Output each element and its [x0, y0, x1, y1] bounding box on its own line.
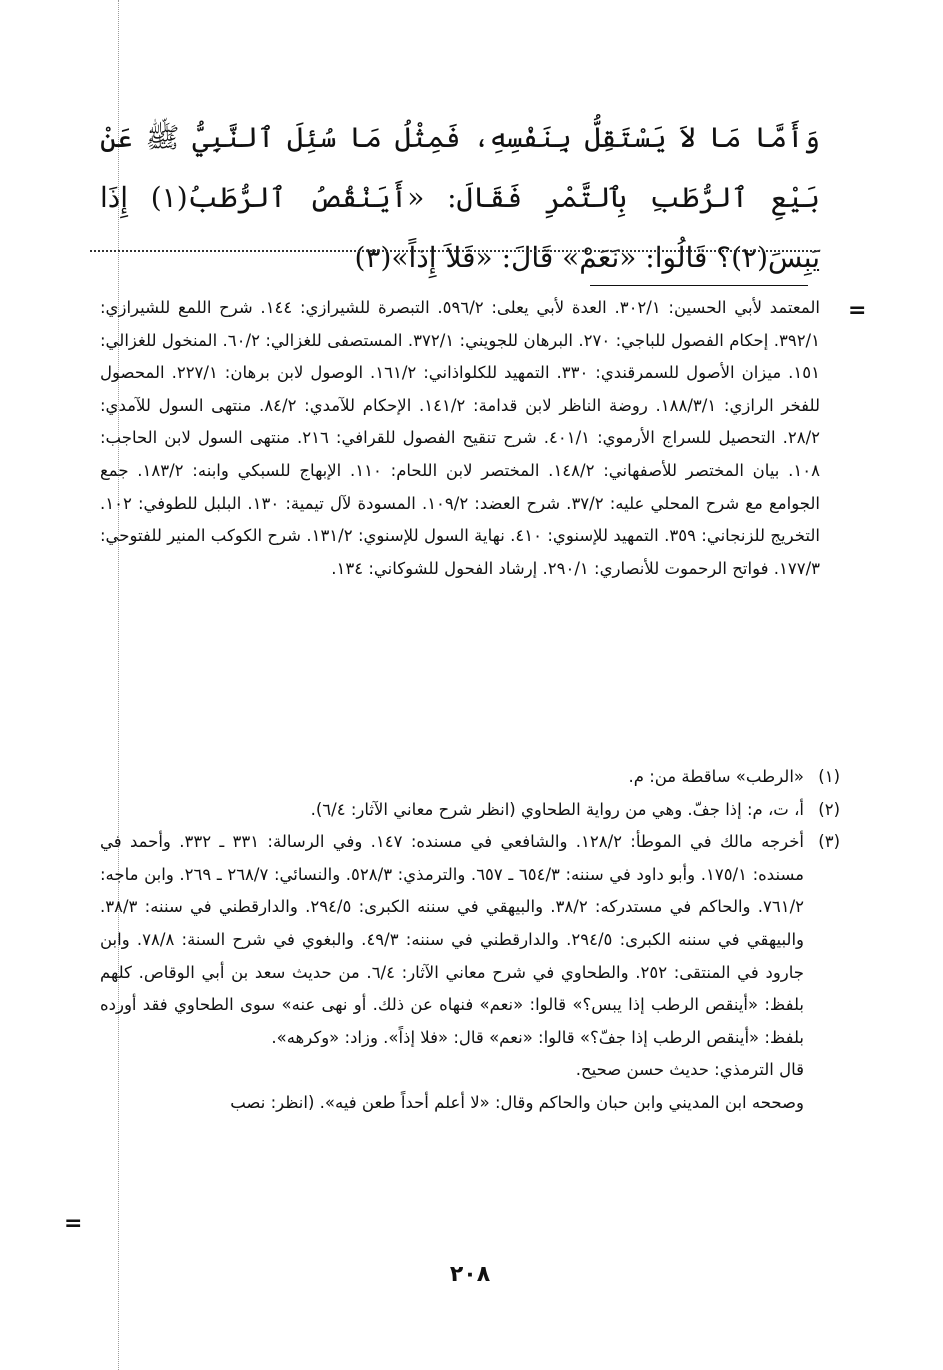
continuation-mark-top: = [848, 298, 867, 323]
footnote-3 [100, 826, 840, 1054]
footnote-1 [100, 761, 840, 794]
main-text: وَأَمَّا مَا لاَ يَسْتَقِلُّ بِنَفْسِهِ، فَمِثْلُ مَا سُئِلَ ٱلنَّبِيُّ ﷺ عَنْ بَيْعِ ٱلرُّطَبِ بِٱلتَّمْرِ فَقَالَ: «أَيَنْقُصُ ٱلرُّطَبُ(١) إِذَا يَبِسَ(٢)؟ قَالُوا: «نَعَمْ» قَالَ: «فَلاَ إِذاً»(٣) [100, 121, 820, 274]
dotted-separator [90, 250, 820, 252]
footnote-text: قال الترمذي: حديث حسن صحيح. [575, 1060, 804, 1080]
footnote-text: وصححه ابن المديني وابن حبان والحاكم وقال: «لا أعلم أحداً طعن فيه». (انظر: نصب [230, 1092, 804, 1112]
footnotes [100, 761, 840, 1120]
footnote-text: أخرجه مالك في الموطأ: ١٢٨/٢. والشافعي في مسنده: ١٤٧. وفي الرسالة: ٣٣١ ـ ٣٣٢. وأحمد في مسنده: ١٧٥/١. وأبو داود في سننه: ٦٥٤/٣ ـ ٦٥٧. والترمذي: ٥٢٨/٣. والنسائي: ٢٦٨/٧ ـ ٢٦٩. وابن ماجه: ٧٦١/٢. والحاكم في مستدركه: ٣٨/٢. والبيهقي في سننه الكبرى: ٢٩٤/٥. والدارقطني في سننه: ٣٨/٣. والبيهقي في سننه الكبرى: ٢٩٤/٥. والدارقطني في سننه: ٤٩/٣. والبغوي في شرح السنة: ٧٨/٨. وابن جارود في المنتقى: ٢٥٢. والطحاوي في شرح معاني الآثار: ٦/٤. من حديث سعد بن أبي الوقاص. كلهم بلفظ: «أينقص الرطب إذا يبس؟» قالوا: «نعم» فنهاه عن ذلك. أو نهى عنه» سوى الطحاوي فقد أورده بلفظ: «أينقص الرطب إذا جفّ؟» قالوا: «نعم» قال: «فلا إذاً». وزاد: «وكرهه». [100, 832, 805, 1047]
footnote-number: (٢) [818, 799, 840, 819]
page-number: ٢٠٨ [449, 1262, 491, 1287]
carryover-footnote: المعتمد لأبي الحسين: ٣٠٢/١. العدة لأبي يعلى: ٥٩٦/٢. التبصرة للشيرازي: ١٤٤. شرح اللمع للشيرازي: ٣٩٢/١. إحكام الفصول للباجي: ٢٧٠. البرهان للجويني: ٣٧٢/١. المستصفى للغزالي: ٦٠/٢. المنخول للغزالي: ١٥١. ميزان الأصول للسمرقندي: ٣٣٠. التمهيد للكلواذاني: ١٦١/٢. الوصول لابن برهان: ٢٢٧/١. المحصول للفخر الرازي: ١٨٨/٣/١. روضة الناظر لابن قدامة: ١٤١/٢. الإحكام للآمدي: ٨٤/٢. منتهى السول للآمدي: ٢٨/٢. التحصيل للسراج الأرموي: ٤٠١/١. شرح تنقيح الفصول للقرافي: ٢١٦. منتهى السول لابن الحاجب: ١٠٨. بيان المختصر للأصفهاني: ١٤٨/٢. المختصر لابن اللحام: ١١٠. الإبهاج للسبكي وابنه: ١٨٣/٢. جمع الجوامع مع شرح المحلي عليه: ٣٧/٢. شرح العضد: ١٠٩/٢. المسودة لآل تيمية: ١٣٠. البلبل للطوفي: ١٠٢. التخريج للزنجاني: ٣٥٩. التمهيد للإسنوي: ٤١٠. نهاية السول للإسنوي: ١٣١/٢. شرح الكوكب المنير للفتوحي: ١٧٧/٣. فواتح الرحموت للأنصاري: ٢٩٠/١. إرشاد الفحول للشوكاني: ١٣٤. [100, 298, 820, 578]
continuation-mark-bottom: = [64, 1211, 83, 1236]
footnote-number: (٣) [818, 832, 840, 852]
footnote-rule [590, 285, 808, 286]
footnote-number: (١) [818, 767, 840, 786]
footnote-2 [100, 794, 840, 827]
footnote-3-authentication [100, 1087, 840, 1120]
footnote-text: «الرطب» ساقطة من: م. [628, 767, 804, 786]
footnote-text: أ، ت، م: إذا جفّ. وهي من رواية الطحاوي (انظر شرح معاني الآثار: ٦/٤). [310, 799, 804, 819]
footnote-3-tirmidhi [100, 1054, 840, 1087]
